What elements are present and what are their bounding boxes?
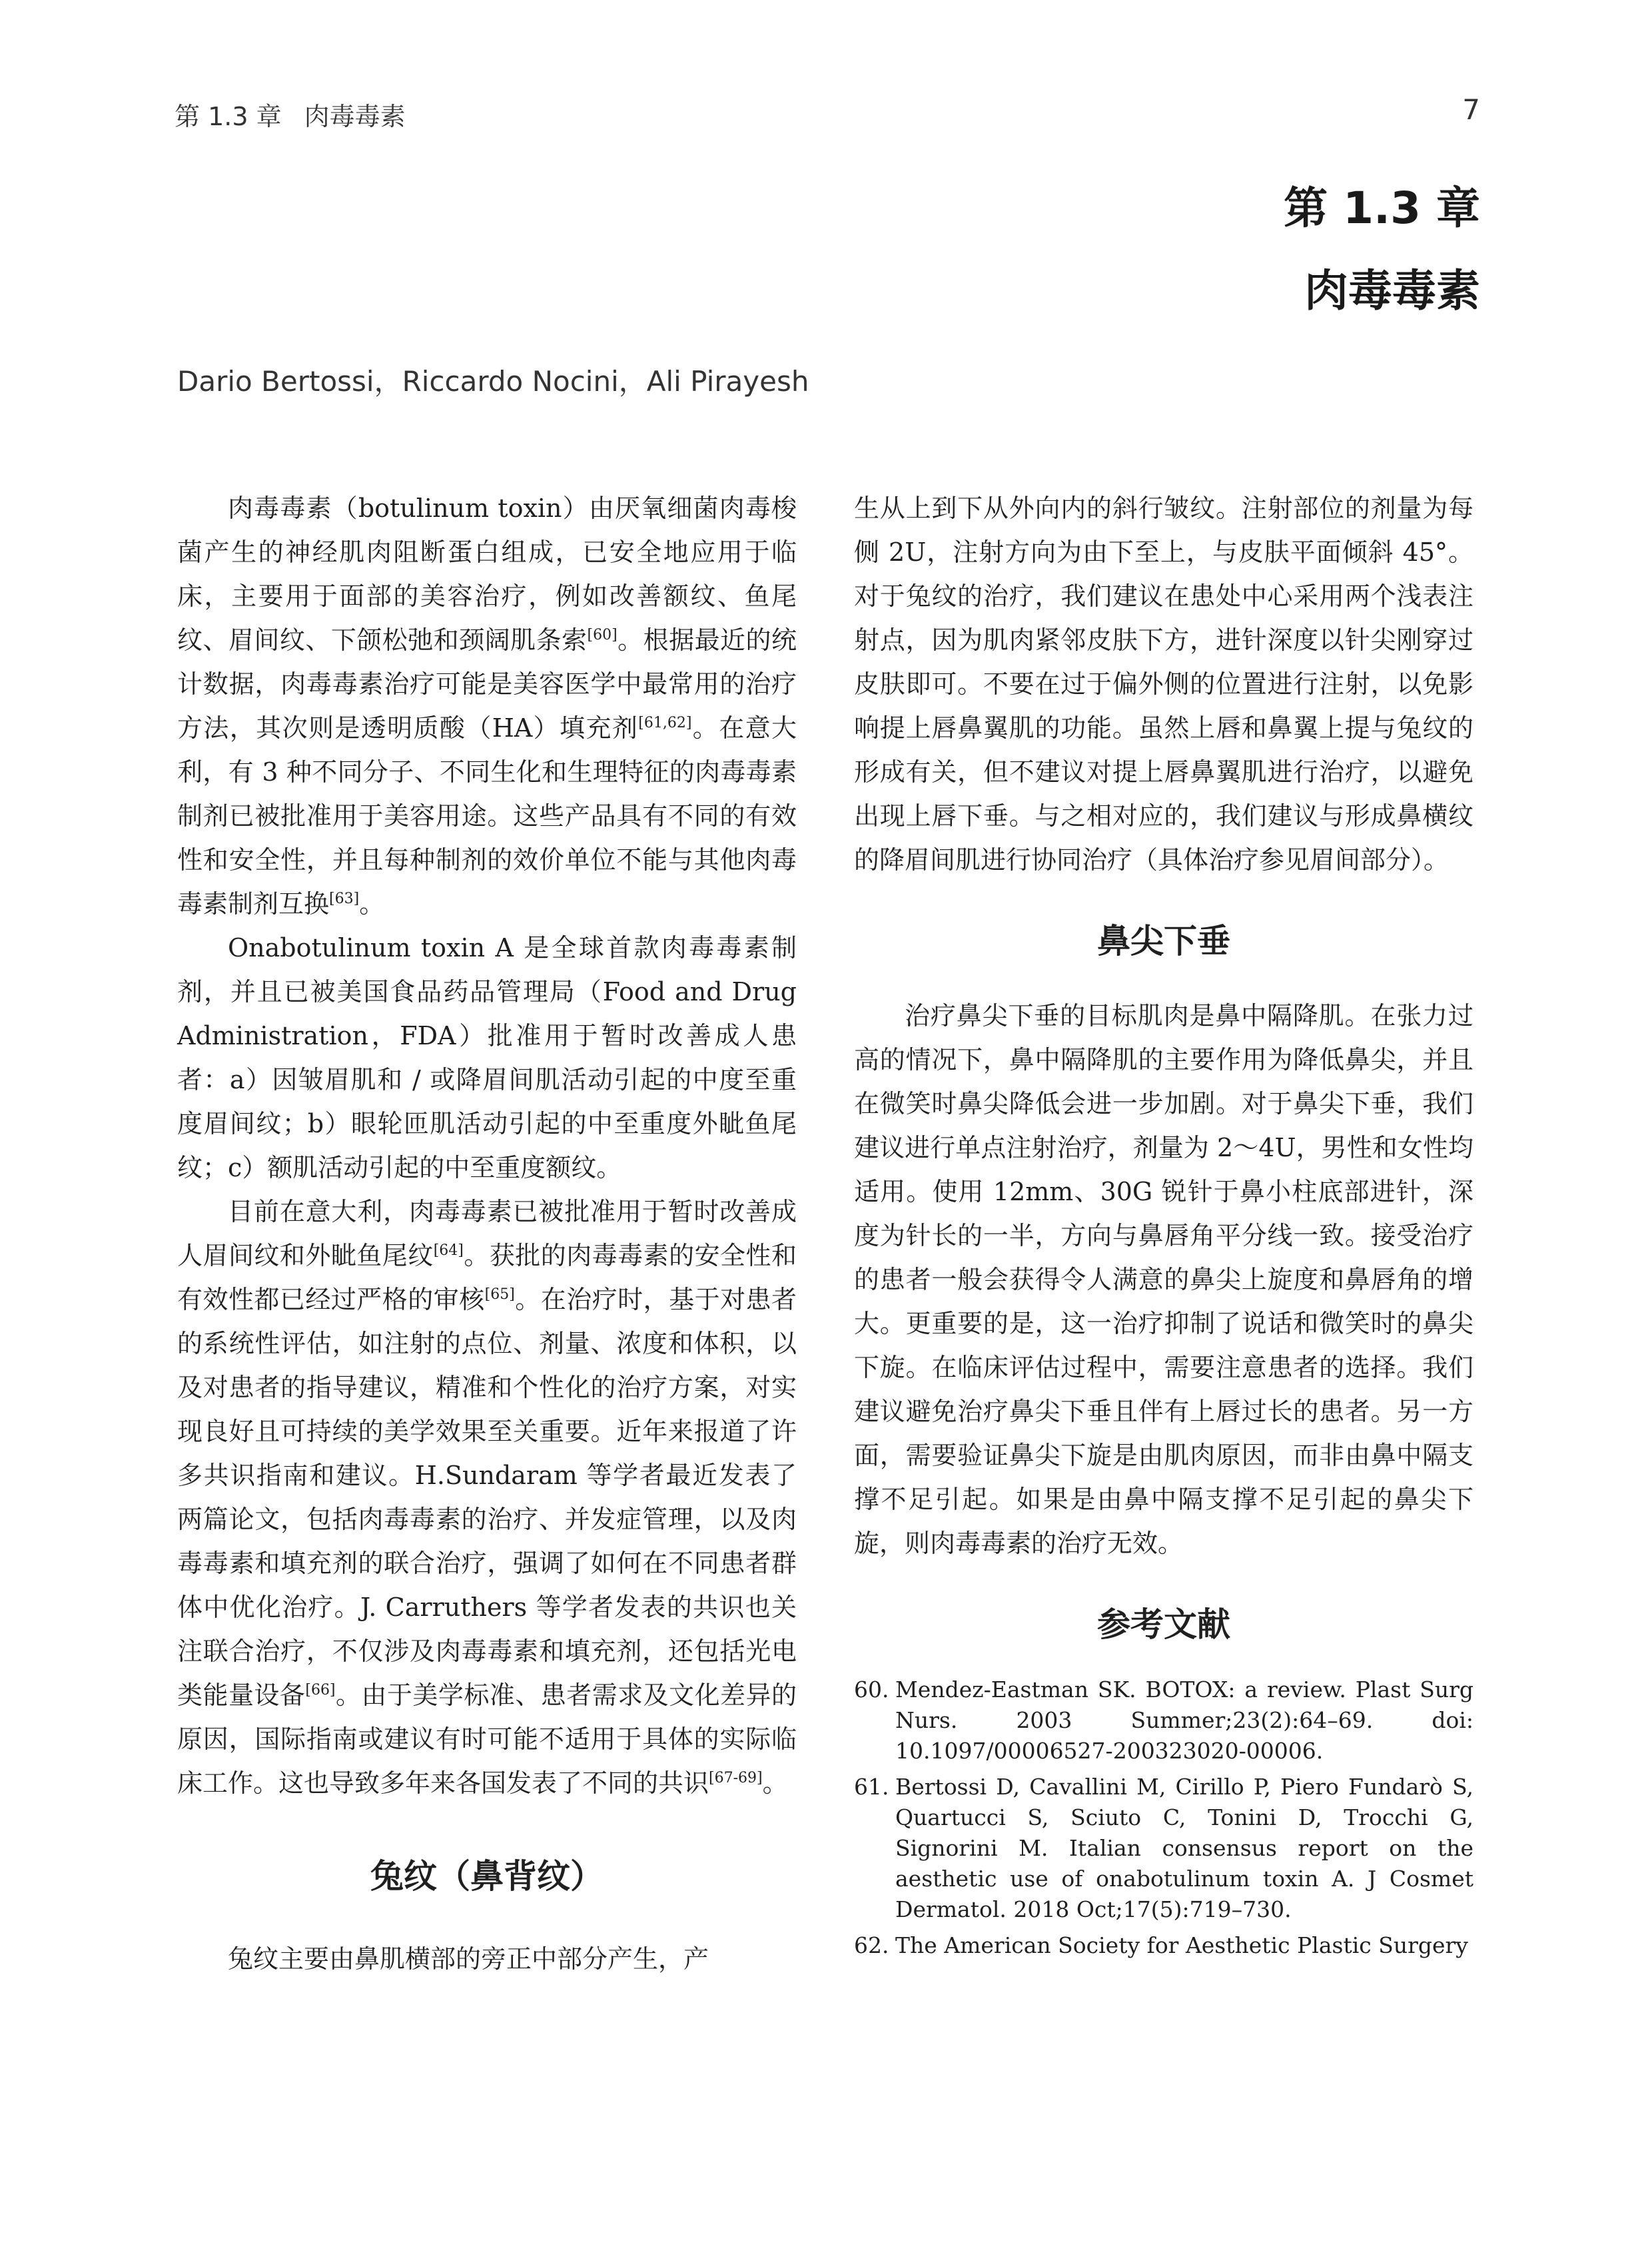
chapter-heading <box>1284 179 1480 321</box>
italy-paragraph: 目前在意大利，肉毒毒素已被批准用于暂时改善成人眉间纹和外眦鱼尾纹[64]。获批的肉毒毒素的安全性和有效性都已经过严格的审核[65]。在治疗时，基于对患者的系统性评估，如注射的点位、剂量、浓度和体积，以及对患者的指导建议，精准和个性化的治疗方案，对实现良好且可持续的美学效果至关重要。近年来报道了许多共识指南和建议。H.Sundaram 等学者最近发表了两篇论文，包括肉毒毒素的治疗、并发症管理，以及肉毒毒素和填充剂的联合治疗，强调了如何在不同患者群体中优化治疗。J. Carruthers 等学者发表的共识也关注联合治疗，不仅涉及肉毒毒素和填充剂，还包括光电类能量设备[66]。由于美学标准、患者需求及文化差异的原因，国际指南或建议有时可能不适用于具体的实际临床工作。这也导致多年来各国发表了不同的共识[67-69]。 <box>177 1197 797 1798</box>
author-list: Dario Bertossi，Riccardo Nocini，Ali Pirayesh <box>177 365 809 398</box>
chapter-title: 肉毒毒素 <box>1304 265 1480 316</box>
citation: [66] <box>305 1682 336 1698</box>
citation: [67-69] <box>709 1770 763 1786</box>
section-heading-nasal-tip-droop: 鼻尖下垂 <box>1097 922 1230 960</box>
page-number: 7 <box>1462 93 1480 126</box>
reference-number: 62. <box>854 1932 889 1958</box>
citation: [61,62] <box>638 715 692 731</box>
reference-number: 61. <box>854 1774 889 1800</box>
reference-text: The American Society for Aesthetic Plastic Surgery <box>895 1932 1468 1958</box>
references-heading: 参考文献 <box>1097 1605 1230 1644</box>
citation: [64] <box>433 1242 464 1259</box>
reference-item <box>854 1772 1473 1925</box>
running-head-topic: 肉毒毒素 <box>304 102 406 131</box>
right-column <box>854 486 1473 1966</box>
reference-text: Mendez-Eastman SK. BOTOX: a review. Plast Surg Nurs. 2003 Summer;23(2):64–69. doi: 10.1097/00006527-200323020-00006. <box>895 1677 1473 1764</box>
citation: [63] <box>329 891 360 907</box>
left-column <box>177 486 797 1981</box>
running-head <box>175 96 406 133</box>
intro-paragraph: 肉毒毒素（botulinum toxin）由厌氧细菌肉毒梭菌产生的神经肌肉阻断蛋白组成，已安全地应用于临床，主要用于面部的美容治疗，例如改善额纹、鱼尾纹、眉间纹、下颌松弛和颈阔肌条索[60]。根据最近的统计数据，肉毒毒素治疗可能是美容医学中最常用的治疗方法，其次则是透明质酸（HA）填充剂[61,62]。在意大利，有 3 种不同分子、不同生化和生理特征的肉毒毒素制剂已被批准用于美容用途。这些产品具有不同的有效性和安全性，并且每种制剂的效价单位不能与其他肉毒毒素制剂互换[63]。 <box>177 494 797 919</box>
running-head-chapter: 第 1.3 章 <box>175 102 282 131</box>
reference-number: 60. <box>854 1677 889 1702</box>
nasal-tip-paragraph: 治疗鼻尖下垂的目标肌肉是鼻中隔降肌。在张力过高的情况下，鼻中隔降肌的主要作用为降低鼻尖，并且在微笑时鼻尖降低会进一步加剧。对于鼻尖下垂，我们建议进行单点注射治疗，剂量为 2～4U，男性和女性均适用。使用 12mm、30G 锐针于鼻小柱底部进针，深度为针长的一半，方向与鼻唇角平分线一致。接受治疗的患者一般会获得令人满意的鼻尖上旋度和鼻唇角的增大。更重要的是，这一治疗抑制了说话和微笑时的鼻尖下旋。在临床评估过程中，需要注意患者的选择。我们建议避免治疗鼻尖下垂且伴有上唇过长的患者。另一方面，需要验证鼻尖下旋是由肌肉原因，而非由鼻中隔支撑不足引起。如果是由鼻中隔支撑不足引起的鼻尖下旋，则肉毒毒素的治疗无效。 <box>854 1001 1473 1558</box>
reference-list <box>854 1675 1473 1961</box>
bunny-lines-paragraph: 兔纹主要由鼻肌横部的旁正中部分产生，产 <box>228 1944 709 1974</box>
chapter-number: 第 1.3 章 <box>1284 183 1480 234</box>
section-heading-bunny-lines: 兔纹（鼻背纹） <box>370 1857 604 1896</box>
reference-text: Bertossi D, Cavallini M, Cirillo P, Piero Fundarò S, Quartucci S, Sciuto C, Tonini D, Trocchi G, Signorini M. Italian consensus report on the aesthetic use of onabotulinum toxin A. J Cosmet Dermatol. 2018 Oct;17(5):719–730. <box>895 1774 1473 1922</box>
reference-item <box>854 1675 1473 1766</box>
onabotulinum-paragraph: Onabotulinum toxin A 是全球首款肉毒毒素制剂，并且已被美国食品药品管理局（Food and Drug Administration，FDA）批准用于暂时改善成人患者：a）因皱眉肌和 / 或降眉间肌活动引起的中度至重度眉间纹；b）眼轮匝肌活动引起的中至重度外眦鱼尾纹；c）额肌活动引起的中至重度额纹。 <box>177 933 797 1182</box>
citation: [60] <box>587 627 618 643</box>
bunny-lines-continued-paragraph: 生从上到下从外向内的斜行皱纹。注射部位的剂量为每侧 2U，注射方向为由下至上，与皮肤平面倾斜 45°。对于兔纹的治疗，我们建议在患处中心采用两个浅表注射点，因为肌肉紧邻皮肤下方，进针深度以针尖刚穿过皮肤即可。不要在过于偏外侧的位置进行注射，以免影响提上唇鼻翼肌的功能。虽然上唇和鼻翼上提与兔纹的形成有关，但不建议对提上唇鼻翼肌进行治疗，以避免出现上唇下垂。与之相对应的，我们建议与形成鼻横纹的降眉间肌进行协同治疗（具体治疗参见眉间部分）。 <box>854 494 1473 875</box>
citation: [65] <box>484 1286 515 1303</box>
reference-item <box>854 1930 1473 1961</box>
